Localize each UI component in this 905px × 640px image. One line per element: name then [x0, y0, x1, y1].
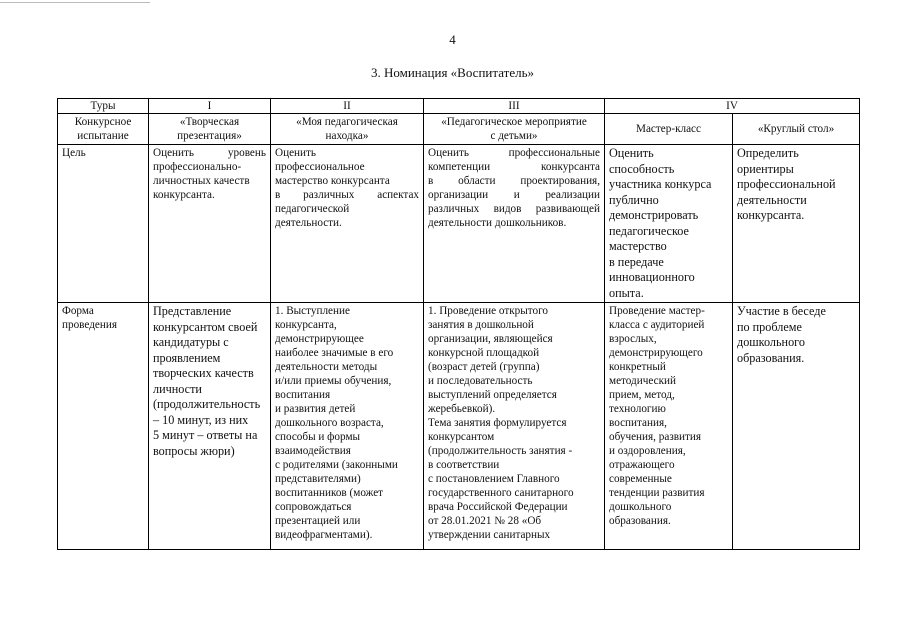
form-master-class: Проведение мастер- класса с аудиторией взрослых, демонстрирующего конкретный методический прием, метод, технологию воспитания, обучения, развития и оздоровления, отражающего современные тенденции развития дошкольного образования.	[605, 303, 733, 550]
form-row	[58, 303, 860, 550]
goal-row	[58, 145, 860, 303]
form-tour-3: 1. Проведение открытого занятия в дошкольной организации, являющейся конкурсной площадкой (возраст детей (группа) и последовательность выступлений определяется жеребьевкой). Тема занятия формулируется конкурсантом (продолжительность занятия - в соответствии с постановлением Главного государственного санитарного врача Российской Федерации от 28.01.2021 № 28 «Об утверждении санитарных	[424, 303, 605, 550]
form-tour-1: Представление конкурсантом своей кандидатуры с проявлением творческих качеств личности (продолжительность – 10 минут, из них 5 минут – ответы на вопросы жюри)	[149, 303, 271, 550]
tour-2: II	[271, 99, 424, 114]
page-number: 4	[449, 32, 456, 47]
goal-master-class: Оценить способность участника конкурса публично демонстрировать педагогическое мастерство в передаче инновационного опыта.	[605, 145, 733, 303]
tests-label: Конкурсное испытание	[58, 114, 149, 145]
tour-4: IV	[605, 99, 860, 114]
tour-3: III	[424, 99, 605, 114]
goal-round-table: Определить ориентиры профессиональной деятельности конкурсанта.	[733, 145, 860, 303]
form-label: Форма проведения	[58, 303, 149, 550]
test-event-with-children: «Педагогическое мероприятие с детьми»	[424, 114, 605, 145]
page-title: 3. Номинация «Воспитатель»	[370, 65, 534, 80]
goal-tour-1: Оценить уровень профессионально- личностных качеств конкурсанта.	[149, 145, 271, 303]
tours-row	[58, 99, 860, 114]
test-round-table: «Круглый стол»	[733, 114, 860, 145]
form-tour-2: 1. Выступление конкурсанта, демонстрирующее наиболее значимые в его деятельности методы и/или приемы обучения, воспитания и развития детей дошкольного возраста, способы и формы взаимодействия с родителями (законными представителями) воспитанников (может сопровождаться презентацией или видеофрагментами).	[271, 303, 424, 550]
goal-tour-3: Оценить профессиональные компетенции конкурсанта в области проектирования, организации и реализации различных видов развивающей деятельности дошкольников.	[424, 145, 605, 303]
competition-table	[57, 98, 860, 550]
test-pedagogical-find: «Моя педагогическая находка»	[271, 114, 424, 145]
goal-label: Цель	[58, 145, 149, 303]
scan-edge-line	[0, 2, 150, 3]
tour-1: I	[149, 99, 271, 114]
form-round-table: Участие в беседе по проблеме дошкольного образования.	[733, 303, 860, 550]
test-creative-presentation: «Творческая презентация»	[149, 114, 271, 145]
tests-row	[58, 114, 860, 145]
test-master-class: Мастер-класс	[605, 114, 733, 145]
goal-tour-2: Оценить профессиональное мастерство конкурсанта в различных аспектах педагогической деятельности.	[271, 145, 424, 303]
tours-label: Туры	[58, 99, 149, 114]
